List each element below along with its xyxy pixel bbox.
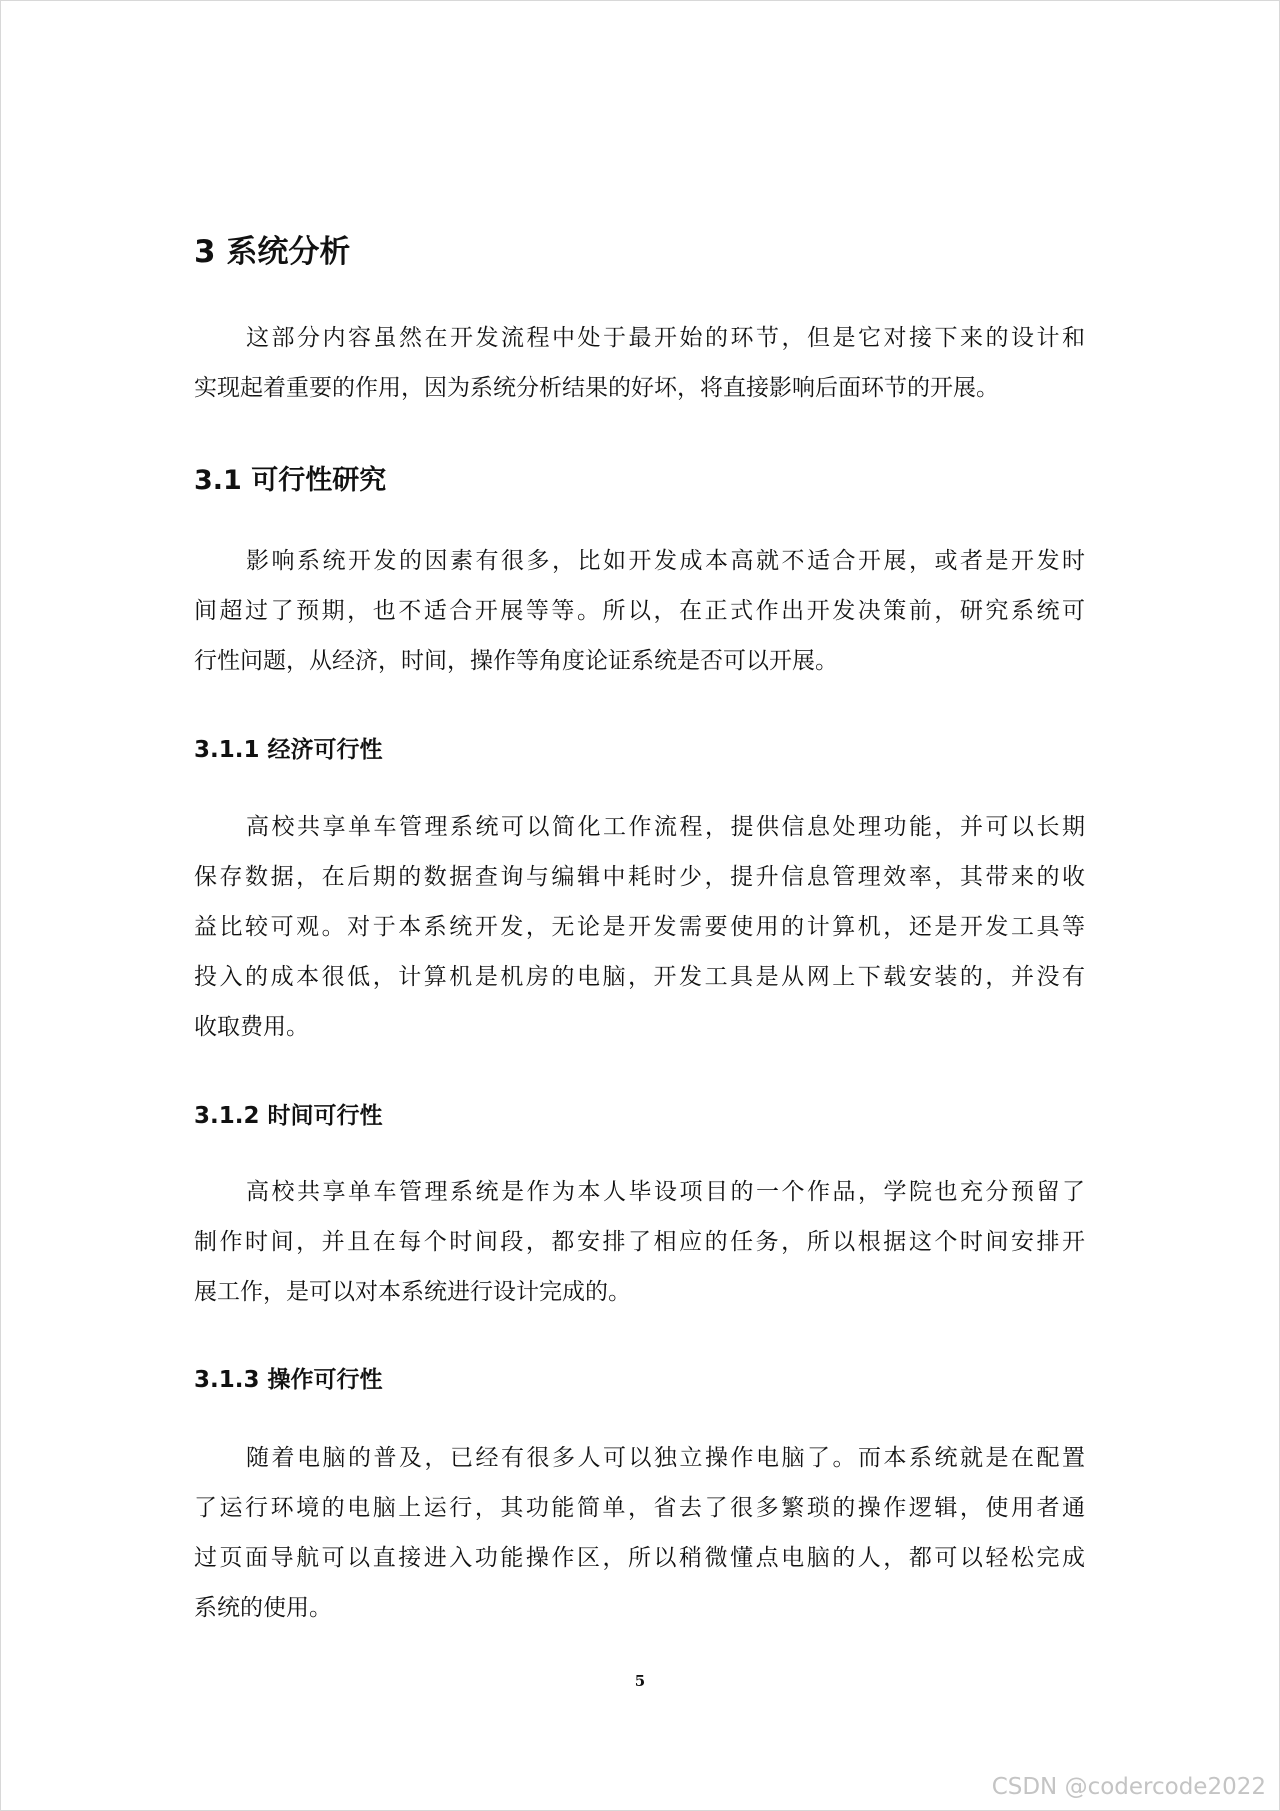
text-line: 收取费用。 bbox=[194, 1014, 309, 1040]
text-line: 这部分内容虽然在开发流程中处于最开始的环节，但是它对接下来的设计和 bbox=[246, 325, 1085, 351]
watermark: CSDN @codercode2022 bbox=[991, 1774, 1266, 1800]
section-heading-3-1-2: 3.1.2 时间可行性 bbox=[194, 1103, 383, 1129]
text-line: 保存数据，在后期的数据查询与编辑中耗时少，提升信息管理效率，其带来的收 bbox=[194, 864, 1085, 890]
text-line: 行性问题，从经济，时间，操作等角度论证系统是否可以开展。 bbox=[194, 648, 838, 674]
text-line: 随着电脑的普及，已经有很多人可以独立操作电脑了。而本系统就是在配置 bbox=[246, 1445, 1085, 1471]
text-line: 影响系统开发的因素有很多，比如开发成本高就不适合开展，或者是开发时 bbox=[246, 548, 1085, 574]
text-line: 系统的使用。 bbox=[194, 1595, 332, 1621]
text-line: 投入的成本很低，计算机是机房的电脑，开发工具是从网上下载安装的，并没有 bbox=[194, 964, 1085, 990]
paragraph-3-1-2 bbox=[194, 1167, 1085, 1317]
paragraph-3-1-3 bbox=[194, 1433, 1085, 1633]
text-line: 制作时间，并且在每个时间段，都安排了相应的任务，所以根据这个时间安排开 bbox=[194, 1229, 1085, 1255]
text-line: 益比较可观。对于本系统开发，无论是开发需要使用的计算机，还是开发工具等 bbox=[194, 914, 1085, 940]
text-line: 展工作，是可以对本系统进行设计完成的。 bbox=[194, 1279, 631, 1305]
text-line: 过页面导航可以直接进入功能操作区，所以稍微懂点电脑的人，都可以轻松完成 bbox=[194, 1545, 1085, 1571]
text-line: 实现起着重要的作用，因为系统分析结果的好坏，将直接影响后面环节的开展。 bbox=[194, 375, 999, 401]
paragraph-3-1-1 bbox=[194, 802, 1085, 1052]
intro-paragraph bbox=[194, 313, 1085, 413]
section-heading-3-1-1: 3.1.1 经济可行性 bbox=[194, 737, 383, 763]
section-heading-3-1-3: 3.1.3 操作可行性 bbox=[194, 1367, 383, 1393]
page-number: 5 bbox=[634, 1672, 646, 1690]
chapter-heading: 3 系统分析 bbox=[194, 234, 351, 270]
text-line: 高校共享单车管理系统是作为本人毕设项目的一个作品，学院也充分预留了 bbox=[246, 1179, 1085, 1205]
section-heading-3-1: 3.1 可行性研究 bbox=[194, 465, 387, 496]
text-line: 间超过了预期，也不适合开展等等。所以，在正式作出开发决策前，研究系统可 bbox=[194, 598, 1085, 624]
text-line: 了运行环境的电脑上运行，其功能简单，省去了很多繁琐的操作逻辑，使用者通 bbox=[194, 1495, 1085, 1521]
text-line: 高校共享单车管理系统可以简化工作流程，提供信息处理功能，并可以长期 bbox=[246, 814, 1085, 840]
paragraph-3-1 bbox=[194, 536, 1085, 686]
